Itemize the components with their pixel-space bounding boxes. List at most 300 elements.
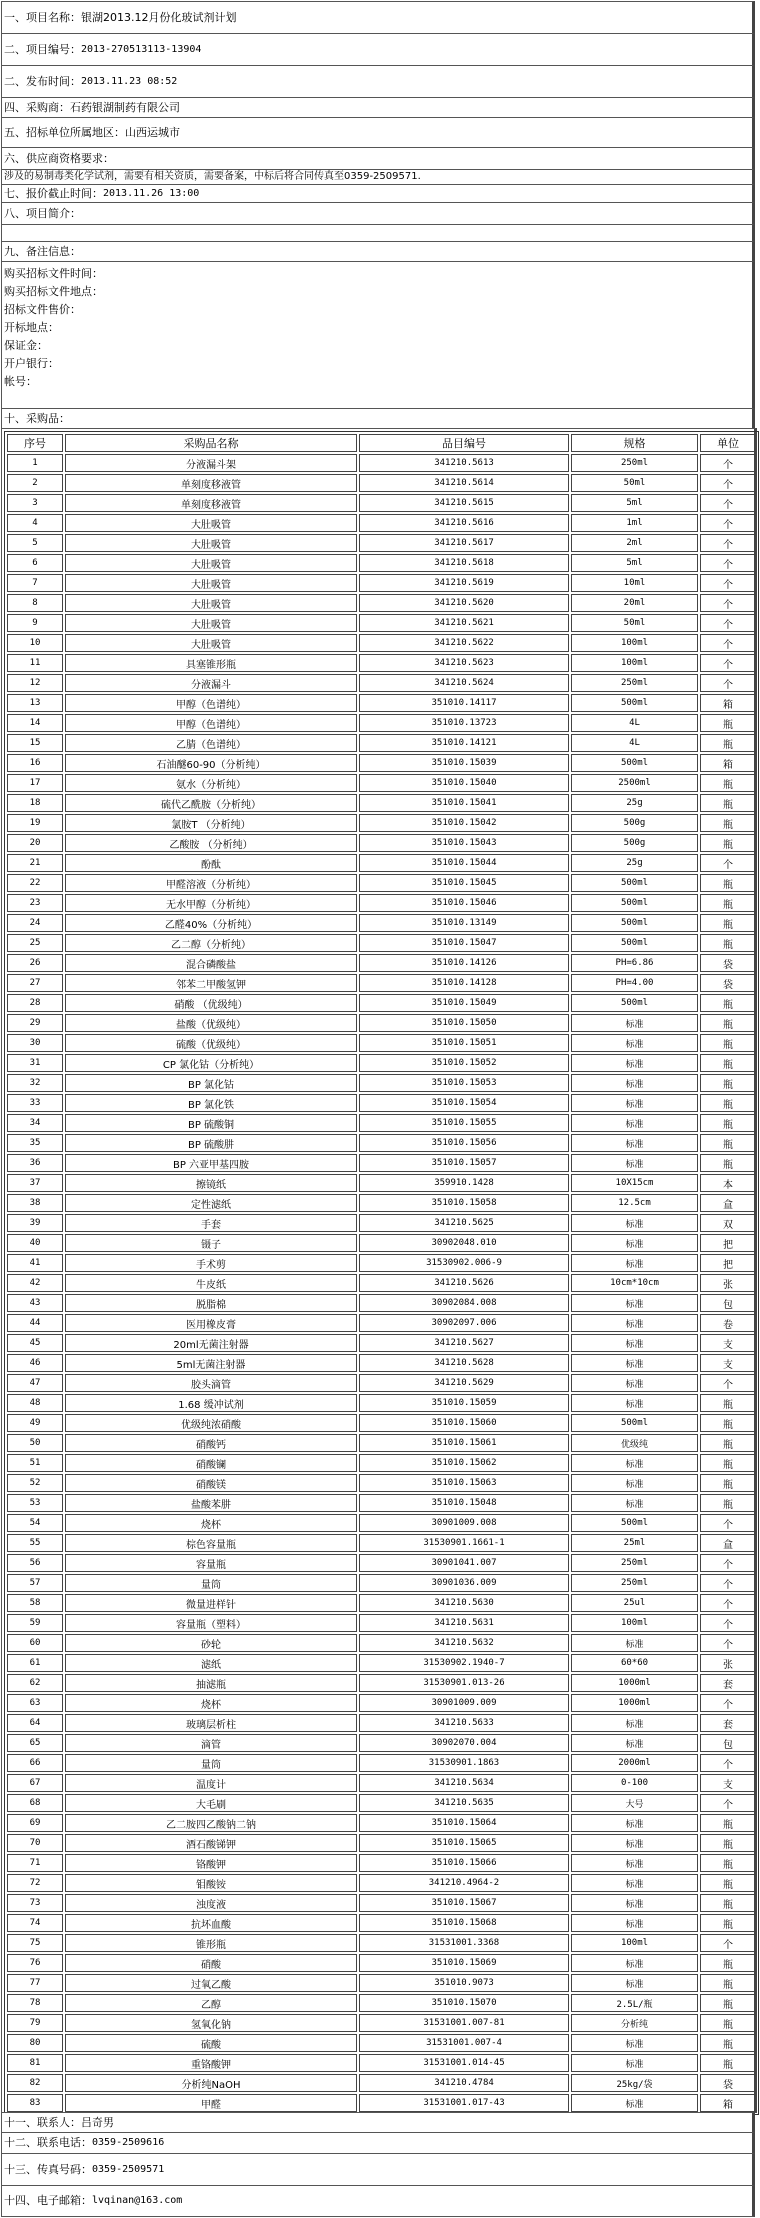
row-item-code: 341210.5629 bbox=[359, 1374, 569, 1392]
row-item-name: 酚酞 bbox=[65, 854, 357, 872]
row-item-unit: 个 bbox=[700, 854, 756, 872]
row-item-code: 341210.5616 bbox=[359, 514, 569, 532]
row-item-unit: 张 bbox=[700, 1654, 756, 1672]
row-index: 59 bbox=[7, 1614, 63, 1632]
row-index: 3 bbox=[7, 494, 63, 512]
row-item-spec: 100ml bbox=[571, 1614, 698, 1632]
row-item-code: 31531001.007-81 bbox=[359, 2014, 569, 2032]
row-item-name: 量筒 bbox=[65, 1754, 357, 1772]
row-item-unit: 箱 bbox=[700, 694, 756, 712]
row-index: 62 bbox=[7, 1674, 63, 1692]
row-index: 41 bbox=[7, 1254, 63, 1272]
row-index: 43 bbox=[7, 1294, 63, 1312]
table-row bbox=[7, 1034, 756, 1052]
row-item-name: 大肚吸管 bbox=[65, 634, 357, 652]
row-item-unit: 瓶 bbox=[700, 714, 756, 732]
row-item-unit: 瓶 bbox=[700, 1394, 756, 1412]
row-item-name: 烧杯 bbox=[65, 1694, 357, 1712]
row-item-unit: 本 bbox=[700, 1174, 756, 1192]
table-row bbox=[7, 954, 756, 972]
row-item-unit: 瓶 bbox=[700, 1994, 756, 2012]
row-item-unit: 盒 bbox=[700, 1534, 756, 1552]
row-item-code: 341210.4784 bbox=[359, 2074, 569, 2092]
row-index: 54 bbox=[7, 1514, 63, 1532]
row-index: 75 bbox=[7, 1934, 63, 1952]
row-item-name: 擦镜纸 bbox=[65, 1174, 357, 1192]
row-index: 28 bbox=[7, 994, 63, 1012]
qualification-text-row bbox=[1, 169, 755, 185]
row-item-unit: 袋 bbox=[700, 954, 756, 972]
row-item-spec: 标准 bbox=[571, 1394, 698, 1412]
table-row bbox=[7, 2034, 756, 2052]
row-item-name: 脱脂棉 bbox=[65, 1294, 357, 1312]
table-row bbox=[7, 1334, 756, 1352]
row-item-code: 351010.15046 bbox=[359, 894, 569, 912]
row-item-code: 341210.5624 bbox=[359, 674, 569, 692]
row-index: 53 bbox=[7, 1494, 63, 1512]
row-item-code: 341210.5632 bbox=[359, 1634, 569, 1652]
row-item-spec: 2ml bbox=[571, 534, 698, 552]
row-item-code: 351010.15040 bbox=[359, 774, 569, 792]
row-index: 49 bbox=[7, 1414, 63, 1432]
row-item-spec: 500ml bbox=[571, 914, 698, 932]
row-item-code: 351010.15041 bbox=[359, 794, 569, 812]
row-item-unit: 瓶 bbox=[700, 734, 756, 752]
qualification-row bbox=[1, 147, 755, 170]
row-index: 22 bbox=[7, 874, 63, 892]
row-item-spec: 标准 bbox=[571, 1214, 698, 1232]
row-index: 7 bbox=[7, 574, 63, 592]
row-item-spec: 25ml bbox=[571, 1534, 698, 1552]
row-index: 39 bbox=[7, 1214, 63, 1232]
row-item-name: 重铬酸钾 bbox=[65, 2054, 357, 2072]
row-index: 33 bbox=[7, 1094, 63, 1112]
row-item-code: 341210.5634 bbox=[359, 1774, 569, 1792]
row-item-spec: 标准 bbox=[571, 1014, 698, 1032]
row-item-code: 351010.15043 bbox=[359, 834, 569, 852]
row-item-code: 351010.15042 bbox=[359, 814, 569, 832]
phone-row bbox=[1, 2132, 755, 2154]
table-row bbox=[7, 1994, 756, 2012]
row-index: 36 bbox=[7, 1154, 63, 1172]
table-row bbox=[7, 1134, 756, 1152]
row-item-spec: 标准 bbox=[571, 1634, 698, 1652]
row-index: 69 bbox=[7, 1814, 63, 1832]
row-item-code: 31530902.1940-7 bbox=[359, 1654, 569, 1672]
row-item-spec: PH=4.00 bbox=[571, 974, 698, 992]
row-index: 19 bbox=[7, 814, 63, 832]
row-item-code: 31530901.1661-1 bbox=[359, 1534, 569, 1552]
contact-row bbox=[1, 2112, 755, 2133]
row-item-unit: 箱 bbox=[700, 2094, 756, 2112]
row-item-spec: 10ml bbox=[571, 574, 698, 592]
row-index: 78 bbox=[7, 1994, 63, 2012]
table-row bbox=[7, 974, 756, 992]
row-index: 60 bbox=[7, 1634, 63, 1652]
table-row bbox=[7, 574, 756, 592]
row-item-spec: 50ml bbox=[571, 614, 698, 632]
row-item-code: 341210.5630 bbox=[359, 1594, 569, 1612]
row-item-code: 351010.9073 bbox=[359, 1974, 569, 1992]
row-index: 6 bbox=[7, 554, 63, 572]
row-index: 52 bbox=[7, 1474, 63, 1492]
row-item-name: 硫代乙酰胺（分析纯） bbox=[65, 794, 357, 812]
table-row bbox=[7, 1954, 756, 1972]
row-index: 73 bbox=[7, 1894, 63, 1912]
row-item-name: 铬酸钾 bbox=[65, 1854, 357, 1872]
row-item-name: 无水甲醇（分析纯） bbox=[65, 894, 357, 912]
table-row bbox=[7, 674, 756, 692]
row-item-spec: 标准 bbox=[571, 1834, 698, 1852]
table-row bbox=[7, 2074, 756, 2092]
procurement-label: 十、采购品： bbox=[4, 411, 70, 425]
row-item-spec: 标准 bbox=[571, 1054, 698, 1072]
publish-time-label: 二、发布时间： bbox=[4, 74, 81, 88]
remark-doc-price: 招标文件售价： bbox=[4, 303, 81, 316]
row-item-unit: 个 bbox=[700, 1514, 756, 1532]
row-item-code: 351010.15054 bbox=[359, 1094, 569, 1112]
row-item-unit: 袋 bbox=[700, 974, 756, 992]
row-item-unit: 瓶 bbox=[700, 1154, 756, 1172]
region-row bbox=[1, 117, 755, 148]
row-item-name: BP 六亚甲基四胺 bbox=[65, 1154, 357, 1172]
fax-row bbox=[1, 2153, 755, 2186]
row-index: 17 bbox=[7, 774, 63, 792]
row-item-name: 硝酸镁 bbox=[65, 1474, 357, 1492]
row-item-name: 乙腈（色谱纯） bbox=[65, 734, 357, 752]
row-index: 14 bbox=[7, 714, 63, 732]
row-item-unit: 瓶 bbox=[700, 1914, 756, 1932]
row-item-unit: 个 bbox=[700, 1374, 756, 1392]
row-item-spec: 标准 bbox=[571, 2034, 698, 2052]
row-item-code: 351010.15045 bbox=[359, 874, 569, 892]
table-row bbox=[7, 994, 756, 1012]
row-item-name: 抽滤瓶 bbox=[65, 1674, 357, 1692]
table-row bbox=[7, 1294, 756, 1312]
table-row bbox=[7, 1054, 756, 1072]
row-item-name: 微量进样针 bbox=[65, 1594, 357, 1612]
row-item-name: 硝酸镧 bbox=[65, 1454, 357, 1472]
row-item-unit: 瓶 bbox=[700, 1974, 756, 1992]
row-item-unit: 瓶 bbox=[700, 2034, 756, 2052]
fax-label: 十三、传真号码： bbox=[4, 2162, 92, 2176]
row-item-name: 大肚吸管 bbox=[65, 554, 357, 572]
row-index: 81 bbox=[7, 2054, 63, 2072]
row-index: 80 bbox=[7, 2034, 63, 2052]
row-item-unit: 个 bbox=[700, 674, 756, 692]
row-item-spec: 0-100 bbox=[571, 1774, 698, 1792]
row-item-code: 341210.5622 bbox=[359, 634, 569, 652]
row-index: 23 bbox=[7, 894, 63, 912]
row-item-name: 5ml无菌注射器 bbox=[65, 1354, 357, 1372]
row-item-code: 31531001.007-4 bbox=[359, 2034, 569, 2052]
table-row bbox=[7, 1674, 756, 1692]
row-item-spec: 标准 bbox=[571, 2094, 698, 2112]
row-item-code: 30902070.004 bbox=[359, 1734, 569, 1752]
row-index: 18 bbox=[7, 794, 63, 812]
table-row bbox=[7, 1574, 756, 1592]
row-item-spec: 250ml bbox=[571, 674, 698, 692]
row-item-unit: 瓶 bbox=[700, 1014, 756, 1032]
row-item-spec: 标准 bbox=[571, 1854, 698, 1872]
row-item-spec: 1ml bbox=[571, 514, 698, 532]
row-item-code: 351010.15063 bbox=[359, 1474, 569, 1492]
row-item-unit: 个 bbox=[700, 1794, 756, 1812]
row-item-unit: 个 bbox=[700, 554, 756, 572]
table-row bbox=[7, 934, 756, 952]
row-item-code: 341210.5626 bbox=[359, 1274, 569, 1292]
row-item-unit: 瓶 bbox=[700, 994, 756, 1012]
row-item-code: 351010.15048 bbox=[359, 1494, 569, 1512]
row-item-unit: 瓶 bbox=[700, 794, 756, 812]
row-item-code: 341210.5617 bbox=[359, 534, 569, 552]
remark-bid-place: 开标地点： bbox=[4, 321, 59, 334]
row-item-name: 分析纯NaOH bbox=[65, 2074, 357, 2092]
table-row bbox=[7, 474, 756, 492]
row-index: 13 bbox=[7, 694, 63, 712]
row-item-name: 滴管 bbox=[65, 1734, 357, 1752]
table-body bbox=[7, 454, 756, 2112]
row-item-code: 351010.15049 bbox=[359, 994, 569, 1012]
row-item-name: 烧杯 bbox=[65, 1514, 357, 1532]
row-item-spec: 标准 bbox=[571, 1074, 698, 1092]
row-item-name: 砂轮 bbox=[65, 1634, 357, 1652]
row-item-code: 351010.15055 bbox=[359, 1114, 569, 1132]
table-row bbox=[7, 1274, 756, 1292]
row-index: 61 bbox=[7, 1654, 63, 1672]
table-row bbox=[7, 714, 756, 732]
row-item-code: 341210.5628 bbox=[359, 1354, 569, 1372]
table-row bbox=[7, 1634, 756, 1652]
table-row bbox=[7, 514, 756, 532]
row-item-code: 31531001.017-43 bbox=[359, 2094, 569, 2112]
row-index: 40 bbox=[7, 1234, 63, 1252]
row-item-name: 棕色容量瓶 bbox=[65, 1534, 357, 1552]
table-row bbox=[7, 1214, 756, 1232]
row-item-unit: 瓶 bbox=[700, 1134, 756, 1152]
row-index: 50 bbox=[7, 1434, 63, 1452]
row-item-spec: 25ul bbox=[571, 1594, 698, 1612]
table-row bbox=[7, 654, 756, 672]
row-item-unit: 瓶 bbox=[700, 1414, 756, 1432]
phone-value: 0359-2509616 bbox=[92, 2137, 165, 2148]
row-index: 56 bbox=[7, 1554, 63, 1572]
row-item-name: 氢氧化钠 bbox=[65, 2014, 357, 2032]
row-index: 55 bbox=[7, 1534, 63, 1552]
row-index: 11 bbox=[7, 654, 63, 672]
table-row bbox=[7, 1474, 756, 1492]
row-item-name: 胶头滴管 bbox=[65, 1374, 357, 1392]
row-index: 2 bbox=[7, 474, 63, 492]
row-item-spec: 25g bbox=[571, 854, 698, 872]
row-item-unit: 个 bbox=[700, 634, 756, 652]
table-row bbox=[7, 1754, 756, 1772]
row-item-name: 甲醇（色谱纯） bbox=[65, 714, 357, 732]
table-row bbox=[7, 1174, 756, 1192]
row-item-unit: 个 bbox=[700, 574, 756, 592]
region-value: 山西运城市 bbox=[125, 125, 180, 139]
table-row bbox=[7, 814, 756, 832]
row-item-unit: 瓶 bbox=[700, 1074, 756, 1092]
row-index: 10 bbox=[7, 634, 63, 652]
row-index: 71 bbox=[7, 1854, 63, 1872]
row-index: 16 bbox=[7, 754, 63, 772]
row-item-spec: 标准 bbox=[571, 1354, 698, 1372]
row-index: 63 bbox=[7, 1694, 63, 1712]
row-item-name: 镊子 bbox=[65, 1234, 357, 1252]
row-item-name: 牛皮纸 bbox=[65, 1274, 357, 1292]
row-index: 24 bbox=[7, 914, 63, 932]
row-item-spec: 10cm*10cm bbox=[571, 1274, 698, 1292]
table-row bbox=[7, 1894, 756, 1912]
row-item-name: 容量瓶（塑料） bbox=[65, 1614, 357, 1632]
row-item-spec: 标准 bbox=[571, 1254, 698, 1272]
intro-label: 八、项目简介： bbox=[4, 206, 81, 220]
table-row bbox=[7, 854, 756, 872]
row-item-name: BP 硫酸肼 bbox=[65, 1134, 357, 1152]
row-item-unit: 个 bbox=[700, 494, 756, 512]
row-item-unit: 个 bbox=[700, 594, 756, 612]
row-item-unit: 瓶 bbox=[700, 874, 756, 892]
row-item-unit: 瓶 bbox=[700, 934, 756, 952]
row-item-spec: 500ml bbox=[571, 934, 698, 952]
table-row bbox=[7, 494, 756, 512]
row-item-name: 邻苯二甲酸氢钾 bbox=[65, 974, 357, 992]
table-row bbox=[7, 1934, 756, 1952]
row-item-name: 优级纯浓硝酸 bbox=[65, 1414, 357, 1432]
row-item-unit: 瓶 bbox=[700, 774, 756, 792]
col-header-spec: 规格 bbox=[571, 434, 698, 452]
row-item-code: 341210.5623 bbox=[359, 654, 569, 672]
row-index: 35 bbox=[7, 1134, 63, 1152]
row-item-spec: 1000ml bbox=[571, 1674, 698, 1692]
table-row bbox=[7, 1614, 756, 1632]
row-item-spec: 10X15cm bbox=[571, 1174, 698, 1192]
row-item-spec: 5ml bbox=[571, 494, 698, 512]
row-item-name: 单刻度移液管 bbox=[65, 474, 357, 492]
row-item-code: 351010.14128 bbox=[359, 974, 569, 992]
row-index: 15 bbox=[7, 734, 63, 752]
row-item-spec: 优级纯 bbox=[571, 1434, 698, 1452]
row-item-unit: 个 bbox=[700, 614, 756, 632]
row-item-name: 医用橡皮膏 bbox=[65, 1314, 357, 1332]
row-index: 58 bbox=[7, 1594, 63, 1612]
row-item-unit: 箱 bbox=[700, 754, 756, 772]
row-index: 83 bbox=[7, 2094, 63, 2112]
table-row bbox=[7, 1854, 756, 1872]
row-item-unit: 支 bbox=[700, 1354, 756, 1372]
row-item-name: 具塞锥形瓶 bbox=[65, 654, 357, 672]
row-item-code: 341210.5633 bbox=[359, 1714, 569, 1732]
row-index: 66 bbox=[7, 1754, 63, 1772]
row-item-code: 351010.15039 bbox=[359, 754, 569, 772]
row-item-name: 硫酸 bbox=[65, 2034, 357, 2052]
row-item-code: 341210.5627 bbox=[359, 1334, 569, 1352]
row-index: 68 bbox=[7, 1794, 63, 1812]
qualification-label: 六、供应商资格要求： bbox=[4, 151, 114, 165]
row-item-unit: 瓶 bbox=[700, 1894, 756, 1912]
row-item-spec: 100ml bbox=[571, 1934, 698, 1952]
row-item-spec: 25g bbox=[571, 794, 698, 812]
row-item-spec: 标准 bbox=[571, 1294, 698, 1312]
table-row bbox=[7, 1874, 756, 1892]
row-item-spec: 20ml bbox=[571, 594, 698, 612]
row-item-spec: 5ml bbox=[571, 554, 698, 572]
row-item-name: 20ml无菌注射器 bbox=[65, 1334, 357, 1352]
row-item-unit: 个 bbox=[700, 1934, 756, 1952]
row-item-spec: 250ml bbox=[571, 1554, 698, 1572]
row-item-code: 351010.15053 bbox=[359, 1074, 569, 1092]
row-item-name: 酒石酸锑钾 bbox=[65, 1834, 357, 1852]
row-item-name: 混合磷酸盐 bbox=[65, 954, 357, 972]
row-index: 12 bbox=[7, 674, 63, 692]
row-item-spec: 2000ml bbox=[571, 1754, 698, 1772]
col-header-index: 序号 bbox=[7, 434, 63, 452]
deadline-row bbox=[1, 184, 755, 203]
row-item-spec: 分析纯 bbox=[571, 2014, 698, 2032]
email-value[interactable]: lvqinan@163.com bbox=[92, 2195, 183, 2206]
procurement-row bbox=[1, 408, 755, 429]
row-item-name: 滤纸 bbox=[65, 1654, 357, 1672]
row-item-code: 351010.14117 bbox=[359, 694, 569, 712]
row-item-spec: 标准 bbox=[571, 1954, 698, 1972]
row-item-name: 大肚吸管 bbox=[65, 594, 357, 612]
table-row bbox=[7, 1694, 756, 1712]
row-item-unit: 把 bbox=[700, 1254, 756, 1272]
table-row bbox=[7, 754, 756, 772]
row-item-unit: 包 bbox=[700, 1734, 756, 1752]
row-item-spec: 标准 bbox=[571, 1914, 698, 1932]
procurement-table bbox=[4, 431, 759, 2115]
row-item-name: 大肚吸管 bbox=[65, 514, 357, 532]
table-row bbox=[7, 454, 756, 472]
table-row bbox=[7, 1314, 756, 1332]
row-item-unit: 瓶 bbox=[700, 1094, 756, 1112]
table-row bbox=[7, 1814, 756, 1832]
row-index: 82 bbox=[7, 2074, 63, 2092]
row-item-name: BP 氯化钴 bbox=[65, 1074, 357, 1092]
row-index: 4 bbox=[7, 514, 63, 532]
row-item-spec: 4L bbox=[571, 714, 698, 732]
row-item-code: 30902097.006 bbox=[359, 1314, 569, 1332]
row-item-code: 351010.15065 bbox=[359, 1834, 569, 1852]
table-row bbox=[7, 1394, 756, 1412]
intro-row bbox=[1, 202, 755, 225]
row-item-name: 盐酸（优级纯） bbox=[65, 1014, 357, 1032]
row-item-code: 341210.5618 bbox=[359, 554, 569, 572]
row-item-spec: 4L bbox=[571, 734, 698, 752]
row-item-name: 浊度液 bbox=[65, 1894, 357, 1912]
row-item-code: 351010.15067 bbox=[359, 1894, 569, 1912]
table-row bbox=[7, 634, 756, 652]
row-item-spec: 25kg/袋 bbox=[571, 2074, 698, 2092]
row-item-code: 351010.15069 bbox=[359, 1954, 569, 1972]
row-item-code: 351010.15050 bbox=[359, 1014, 569, 1032]
row-item-unit: 个 bbox=[700, 1574, 756, 1592]
table-row bbox=[7, 594, 756, 612]
row-item-unit: 卷 bbox=[700, 1314, 756, 1332]
row-item-unit: 个 bbox=[700, 534, 756, 552]
table-row bbox=[7, 2014, 756, 2032]
row-item-name: 大毛刷 bbox=[65, 1794, 357, 1812]
remarks-block bbox=[1, 261, 755, 409]
row-item-code: 31530901.1863 bbox=[359, 1754, 569, 1772]
row-item-name: 甲醇（色谱纯） bbox=[65, 694, 357, 712]
row-item-unit: 瓶 bbox=[700, 1054, 756, 1072]
row-item-code: 351010.13149 bbox=[359, 914, 569, 932]
row-item-name: 甲醛溶液（分析纯） bbox=[65, 874, 357, 892]
row-item-unit: 个 bbox=[700, 454, 756, 472]
